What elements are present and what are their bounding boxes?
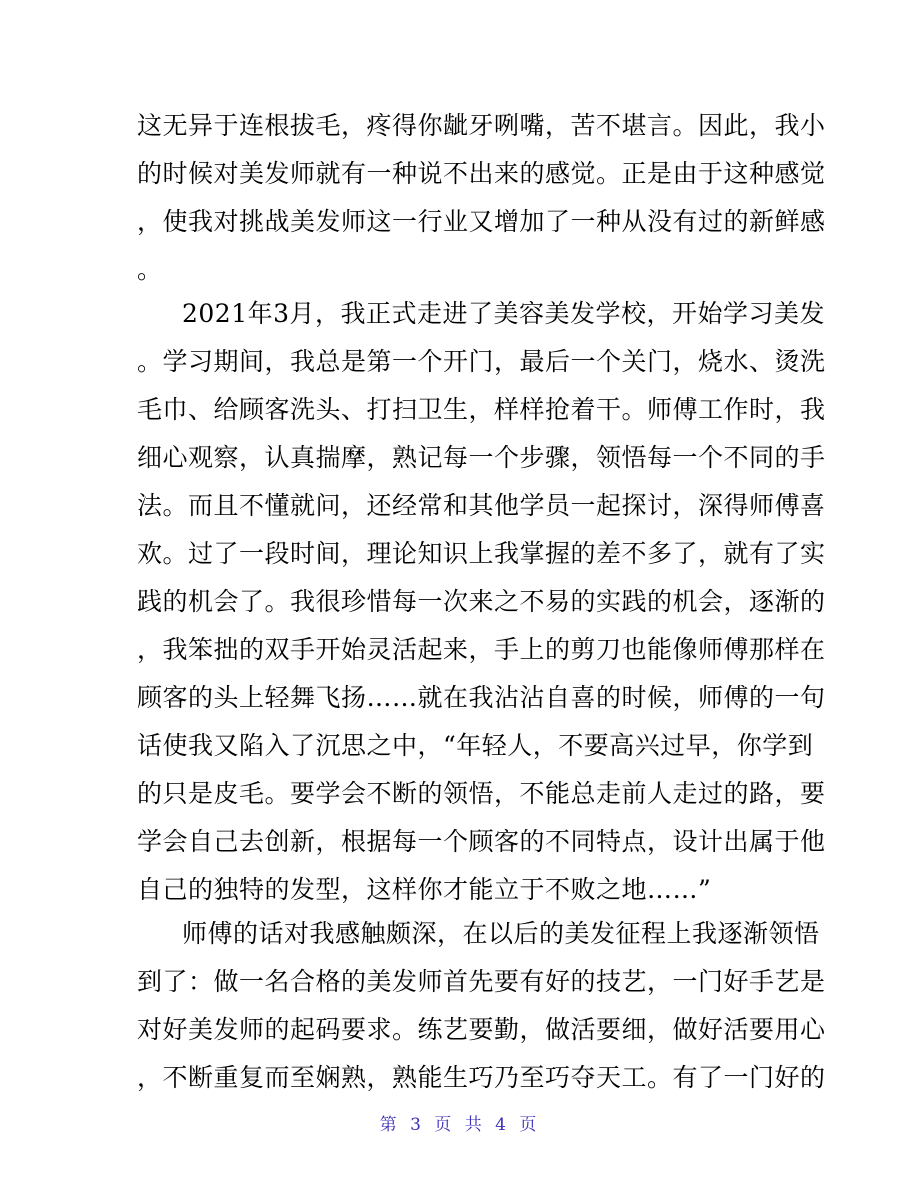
text-line: ，我笨拙的双手开始灵活起来，手上的剪刀也能像师傅那样在 [137,635,826,664]
text-line: 法。而且不懂就问，还经常和其他学员一起探讨，深得师傅喜 [137,491,826,520]
text-line: 践的机会了。我很珍惜每一次来之不易的实践的机会，逐渐的 [137,587,826,616]
text-line: 的只是皮毛。要学会不断的领悟，不能总走前人走过的路，要 [137,779,826,808]
text-line: ，使我对挑战美发师这一行业又增加了一种从没有过的新鲜感 [137,207,826,236]
text-line: 细心观察，认真揣摩，熟记每一个步骤，领悟每一个不同的手 [137,443,826,472]
text-line: 这无异于连根拔毛，疼得你龇牙咧嘴，苦不堪言。因此，我小 [137,111,826,140]
text-line: 。 [137,255,163,284]
text-line: 顾客的头上轻舞飞扬……就在我沾沾自喜的时候，师傅的一句 [137,683,826,712]
text-line: 2021年3月，我正式走进了美容美发学校，开始学习美发 [182,299,826,328]
text-line: ，不断重复而至娴熟，熟能生巧乃至巧夺天工。有了一门好的 [137,1063,826,1092]
text-line: 欢。过了一段时间，理论知识上我掌握的差不多了，就有了实 [137,539,826,568]
page-number: 第 3 页 共 4 页 [379,1115,541,1135]
text-line: 学会自己去创新，根据每一个顾客的不同特点，设计出属于他 [137,827,826,856]
text-line: 到了：做一名合格的美发师首先要有好的技艺，一门好手艺是 [137,967,826,996]
text-line: 自己的独特的发型，这样你才能立于不败之地……” [137,875,712,904]
text-line: 。学习期间，我总是第一个开门，最后一个关门，烧水、烫洗 [137,347,826,376]
text-line: 话使我又陷入了沉思之中，“年轻人，不要高兴过早，你学到 [137,731,814,760]
text-line: 对好美发师的起码要求。练艺要勤，做活要细，做好活要用心 [137,1015,826,1044]
text-line: 师傅的话对我感触颇深，在以后的美发征程上我逐渐领悟 [182,919,820,948]
text-line: 毛巾、给顾客洗头、打扫卫生，样样抢着干。师傅工作时，我 [137,395,826,424]
text-line: 的时候对美发师就有一种说不出来的感觉。正是由于这种感觉 [137,159,826,188]
